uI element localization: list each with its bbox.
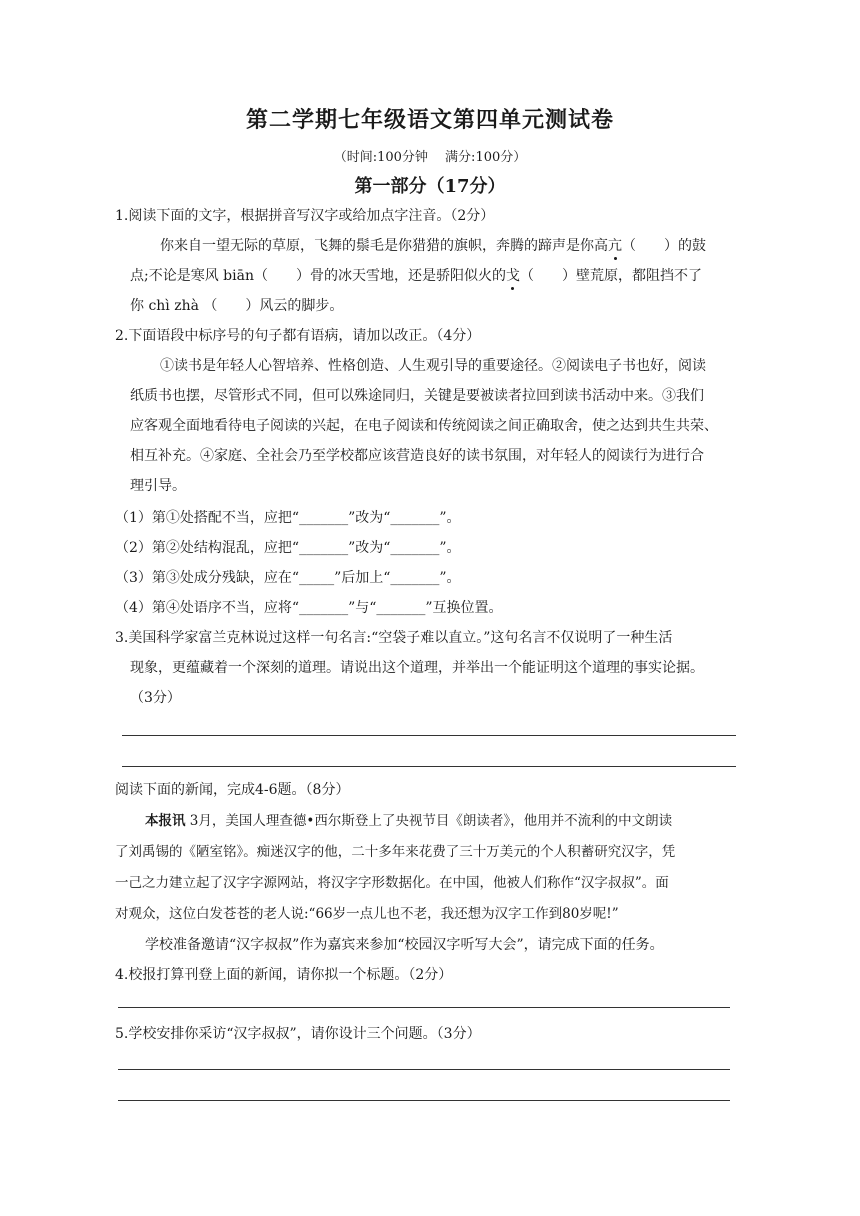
dotted-character: 戈 — [505, 268, 520, 284]
q2-subquestion: （4）第④处语序不当，应将“_______”与“_______”互换位置。 — [115, 600, 503, 616]
q2-passage-line: 应客观全面地看待电子阅读的兴起，在电子阅读和传统阅读之间正确取舍，使之达到共生共荣、 — [130, 418, 718, 434]
q1-stem: 1.阅读下面的文字，根据拼音写汉字或给加点字注音。（2分） — [115, 208, 495, 224]
news-text: 3月，美国人理查德•西尔斯登上了央视节目《朗读者》，他用并不流利的中文朗读 — [185, 813, 673, 829]
q1-text: （ ）的鼓 — [622, 238, 706, 254]
q2-subquestion: （1）第①处搭配不当，应把“_______”改为“_______”。 — [115, 510, 461, 526]
news-intro: 阅读下面的新闻，完成4-6题。（8分） — [115, 782, 350, 798]
answer-line[interactable] — [118, 1100, 730, 1101]
q3-stem-line: 现象，更蕴藏着一个深刻的道理。请说出这个道理，并举出一个能证明这个道理的事实论据。 — [130, 660, 704, 676]
answer-line[interactable] — [118, 1069, 730, 1070]
exam-title: 第二学期七年级语文第四单元测试卷 — [245, 107, 614, 133]
q3-score: （3分） — [130, 690, 181, 706]
q2-subquestion: （2）第②处结构混乱，应把“_______”改为“_______”。 — [115, 540, 461, 556]
answer-line[interactable] — [122, 766, 736, 767]
q2-stem: 2.下面语段中标序号的句子都有语病，请加以改正。（4分） — [115, 328, 481, 344]
q1-passage-line-1 — [160, 236, 706, 256]
news-paragraph-line-1 — [145, 811, 672, 831]
news-lead: 本报讯 — [145, 813, 186, 829]
part-heading: 第一部分（17分） — [354, 176, 506, 197]
q2-passage-line: 理引导。 — [130, 478, 186, 494]
q1-passage-line-2 — [130, 266, 702, 286]
q1-text: 点;不论是寒风 biān（ ）骨的冰天雪地，还是骄阳似火的 — [130, 268, 506, 284]
news-paragraph-line: 对观众，这位白发苍苍的老人说:“66岁一点儿也不老，我还想为汉字工作到80岁呢!” — [115, 906, 619, 922]
q2-passage-line: 纸质书也摆，尽管形式不同，但可以殊途同归，关键是要被读者拉回到读书活动中来。③我们 — [130, 388, 704, 404]
q2-subquestion: （3）第③处成分残缺，应在“_____”后加上“_______”。 — [115, 570, 461, 586]
q1-text: （ ）壁荒原，都阻挡不了 — [519, 268, 702, 284]
q3-stem-line: 3.美国科学家富兰克林说过这样一句名言:“空袋子难以直立。”这句名言不仅说明了一种生活 — [115, 630, 673, 646]
news-paragraph-line: 一己之力建立起了汉字字源网站，将汉字字形数据化。在中国，他被人们称作“汉字叔叔”。面 — [115, 875, 669, 891]
answer-line[interactable] — [118, 1007, 730, 1008]
task-instruction: 学校准备邀请“汉字叔叔”作为嘉宾来参加“校园汉字听写大会”，请完成下面的任务。 — [145, 937, 664, 953]
q1-passage-line-3: 你 chì zhà （ ）风云的脚步。 — [130, 298, 344, 314]
q2-passage-line: 相互补充。④家庭、全社会乃至学校都应该营造良好的读书氛围，对年轻人的阅读行为进行合 — [130, 448, 704, 464]
q1-text: 你来自一望无际的草原，飞舞的鬃毛是你猎猎的旗帜，奔腾的蹄声是你高 — [160, 238, 608, 254]
q4-stem: 4.校报打算刊登上面的新闻，请你拟一个标题。（2分） — [115, 967, 453, 983]
q5-stem: 5.学校安排你采访“汉字叔叔”，请你设计三个问题。（3分） — [115, 1026, 481, 1042]
dotted-character: 亢 — [608, 238, 622, 254]
exam-time-score: （时间:100分钟 满分:100分） — [333, 150, 527, 165]
q2-passage-line: ①读书是年轻人心智培养、性格创造、人生观引导的重要途径。②阅读电子书也好，阅读 — [160, 358, 706, 374]
answer-line[interactable] — [122, 735, 736, 736]
news-paragraph-line: 了刘禹锡的《陋室铭》。痴迷汉字的他，二十多年来花费了三十万美元的个人积蓄研究汉字，凭 — [115, 844, 676, 860]
